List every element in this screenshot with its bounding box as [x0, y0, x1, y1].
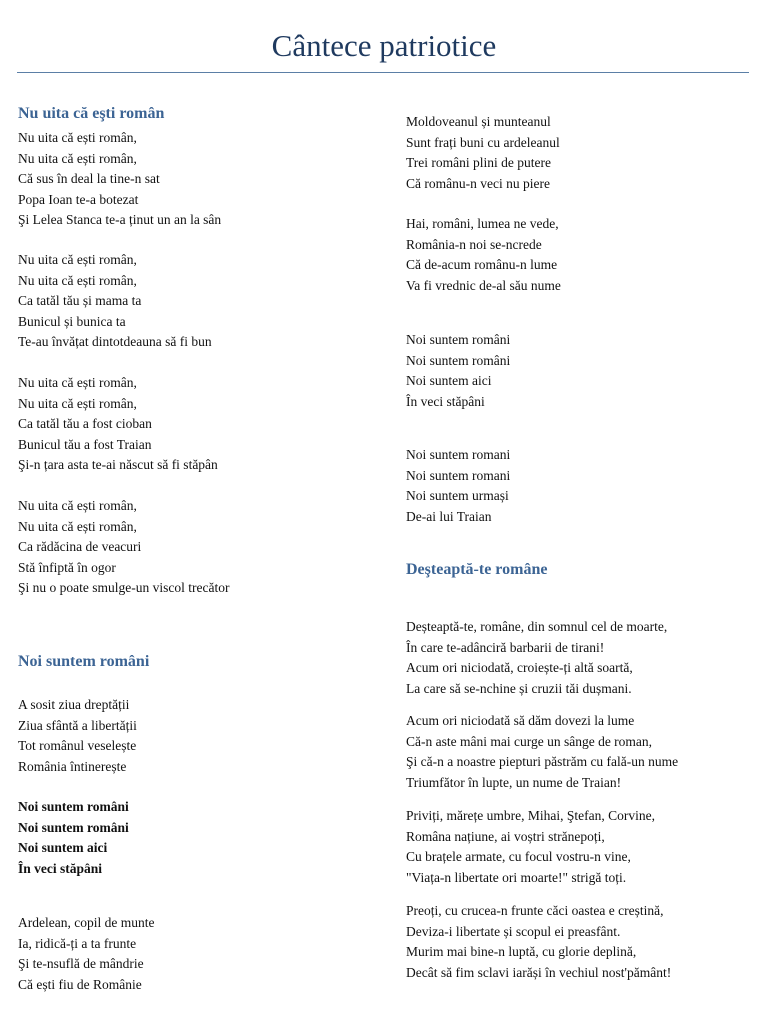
verse-line: Hai, români, lumea ne vede, [406, 216, 559, 231]
stanza [406, 214, 561, 296]
stanza [18, 496, 229, 599]
verse-line: Şi nu o poate smulge-un viscol trecător [18, 580, 230, 595]
verse-line: Priviți, mărețe umbre, Mihai, Ştefan, Corvine, [406, 808, 655, 823]
verse-line: La care să se-nchine și cruzii tăi dușmani. [406, 680, 632, 696]
stanza [406, 445, 510, 527]
verse-line: România-n noi se-ncrede [406, 236, 542, 252]
verse-line: Va fi vrednic de-al său nume [406, 277, 561, 293]
verse-line: Noi suntem urmași [406, 488, 509, 503]
verse-line: În veci stăpâni [406, 393, 485, 409]
song-heading-desteapta-te: Deşteaptă-te române [406, 561, 548, 578]
stanza [18, 695, 137, 777]
verse-line: Că-n aste mâni mai curge un sânge de roman, [406, 733, 653, 749]
verse-line: Că de-acum românu-n lume [406, 257, 558, 272]
verse-line: Deviza-i libertate și scopul ei preasfânt. [406, 923, 621, 939]
verse-line: Că românu-n veci nu piere [406, 175, 550, 191]
stanza [406, 901, 671, 983]
verse-line: Noi suntem romani [406, 467, 511, 483]
verse-line: Ca tatăl tău și mama ta [18, 293, 142, 308]
verse-line: Ziua sfântă a libertății [18, 717, 137, 733]
verse-line: Nu uita că ești român, [18, 518, 137, 534]
song-heading-noi-suntem: Noi suntem români [18, 653, 150, 670]
stanza [18, 128, 221, 231]
stanza [406, 330, 510, 412]
verse-line: Tot românul veselește [18, 738, 137, 753]
verse-line: Murim mai bine-n luptă, cu glorie deplină, [406, 944, 637, 959]
verse-line: Noi suntem aici [406, 373, 492, 388]
stanza [406, 617, 667, 699]
verse-line: Noi suntem români [406, 352, 511, 368]
verse-line: Şi te-nsuflă de mândrie [18, 956, 144, 971]
verse-line: Nu uita că ești român, [18, 252, 137, 267]
verse-line: Noi suntem romani [406, 447, 511, 462]
verse-line: Bunicul tău a fost Traian [18, 436, 152, 452]
verse-line: Ardelean, copil de munte [18, 915, 155, 930]
verse-line: Acum ori niciodată, croiește-ți altă soartă, [406, 660, 633, 675]
verse-line: Şi Lelea Stanca te-a ținut un an la sân [18, 212, 222, 227]
stanza [18, 373, 218, 476]
verse-line: Bunicul și bunica ta [18, 313, 126, 329]
verse-line: Şi că-n a noastre piepturi păstrăm cu fală-un nume [406, 754, 679, 769]
verse-line: Acum ori niciodată să dăm dovezi la lume [406, 713, 635, 728]
verse-line: Triumfător în lupte, un nume de Traian! [406, 774, 622, 790]
verse-line: Noi suntem români [406, 332, 511, 347]
verse-line: Că sus în deal la tine-n sat [18, 171, 160, 186]
stanza [18, 250, 212, 353]
refrain-line: Noi suntem aici [18, 840, 108, 855]
verse-line: Ca tatăl tău a fost cioban [18, 416, 152, 431]
verse-line: Popa Ioan te-a botezat [18, 191, 139, 207]
verse-line: Trei români plini de putere [406, 155, 551, 170]
verse-line: Ca rădăcina de veacuri [18, 539, 142, 554]
verse-line: Te-au învățat dintotdeauna să fi bun [18, 334, 212, 349]
stanza [18, 913, 154, 995]
verse-line: Preoți, cu crucea-n frunte căci oastea e creștină, [406, 903, 664, 918]
verse-line: "Viața-n libertate ori moarte!" strigă toți. [406, 869, 627, 885]
stanza [406, 806, 655, 888]
song-heading-nu-uita: Nu uita că eşti român [18, 105, 165, 122]
verse-line: Cu brațele armate, cu focul vostru-n vine, [406, 849, 631, 864]
refrain-line: Noi suntem români [18, 819, 129, 835]
verse-line: Nu uita că ești român, [18, 375, 137, 390]
verse-line: Stă înfiptă în ogor [18, 559, 116, 575]
verse-line: Nu uita că ești român, [18, 272, 137, 288]
refrain [18, 797, 129, 879]
verse-line: Că ești fiu de Românie [18, 976, 142, 992]
verse-line: Decât să fim sclavi iarăși în vechiul nost'pământ! [406, 964, 672, 980]
verse-line: În care te-adânciră barbarii de tirani! [406, 639, 605, 655]
verse-line: Sunt frați buni cu ardeleanul [406, 134, 560, 150]
refrain-line: Noi suntem români [18, 799, 129, 814]
verse-line: Şi-n țara asta te-ai născut să fi stăpân [18, 457, 218, 472]
verse-line: Nu uita că ești român, [18, 130, 137, 145]
title-divider [17, 72, 749, 73]
verse-line: Moldoveanul și munteanul [406, 114, 551, 129]
stanza [406, 711, 678, 793]
verse-line: Româna națiune, ai voștri strănepoți, [406, 828, 605, 844]
refrain-line: În veci stăpâni [18, 860, 103, 876]
stanza [406, 112, 560, 194]
page-title: Cântece patriotice [271, 28, 497, 63]
verse-line: Nu uita că ești român, [18, 498, 137, 513]
verse-line: Nu uita că ești român, [18, 395, 137, 411]
verse-line: De-ai lui Traian [406, 508, 492, 524]
verse-line: Ia, ridică-ți a ta frunte [18, 935, 137, 951]
verse-line: România întinerește [18, 758, 127, 774]
verse-line: Deșteaptă-te, române, din somnul cel de moarte, [406, 619, 668, 634]
verse-line: Nu uita că ești român, [18, 150, 137, 166]
verse-line: A sosit ziua dreptății [18, 697, 130, 712]
